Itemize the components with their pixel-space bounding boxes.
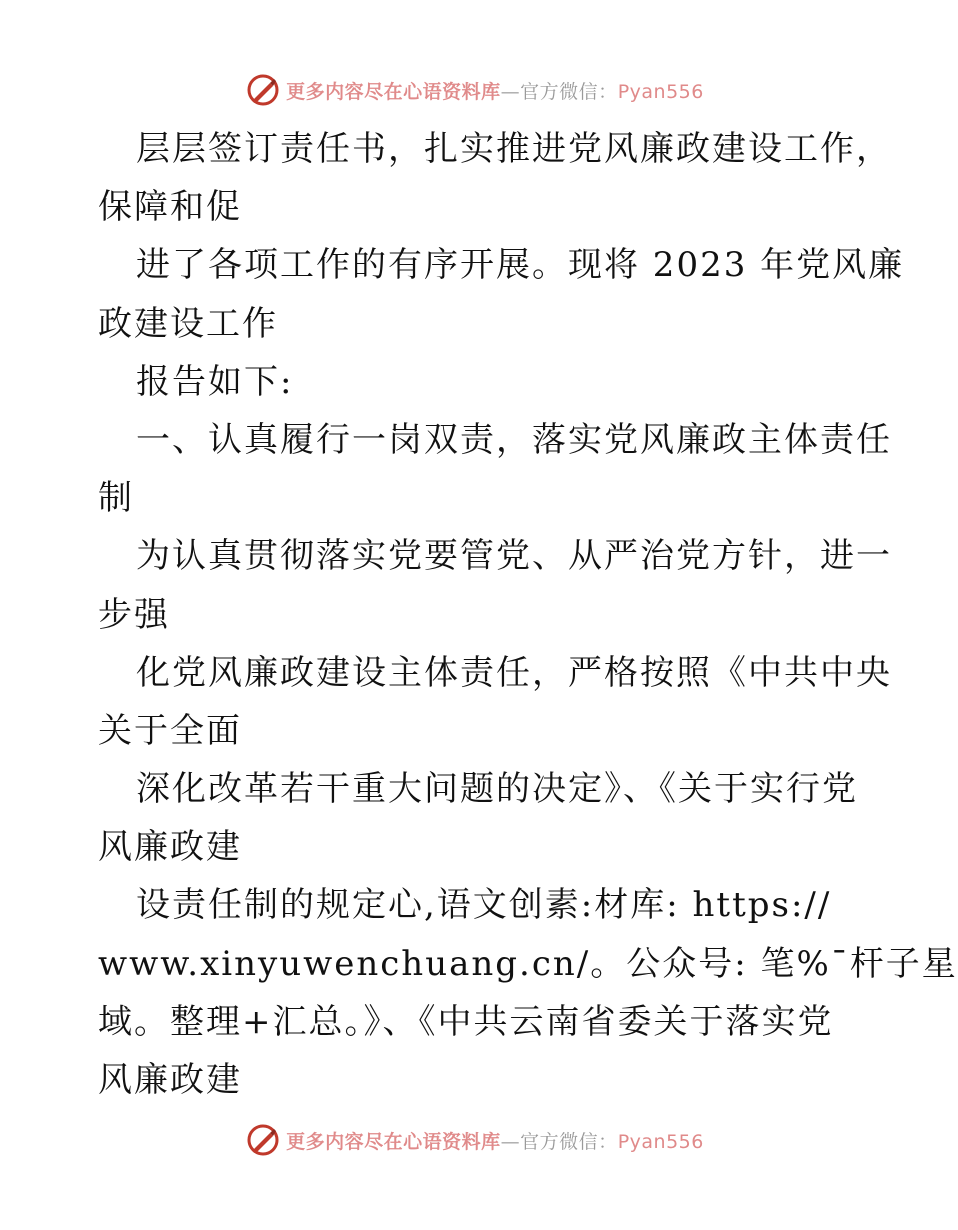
pen-logo-icon	[246, 73, 280, 107]
body-line: www.xinyuwenchuang.cn/。公众号: 笔%¯杆子星	[98, 943, 958, 984]
body-line: 风廉政建	[98, 1060, 242, 1100]
body-line: 风廉政建	[98, 827, 242, 868]
body-line: 为认真贯彻落实党要管党、从严治党方针，进一	[136, 536, 892, 577]
body-line: 步强	[98, 594, 170, 635]
body-line: 层层签订责任书，扎实推进党风廉政建设工作，	[136, 129, 892, 169]
footer-brand-text: 更多内容尽在心语资料库	[286, 1130, 501, 1153]
header-wechat-id: Pyan556	[617, 80, 704, 103]
header-banner	[0, 70, 950, 110]
body-line: 进了各项工作的有序开展。现将 2023 年党风廉	[136, 245, 905, 286]
body-line: 政建设工作	[98, 303, 278, 344]
body-line: 域。整理+汇总。》、《中共云南省委关于落实党	[98, 1001, 834, 1042]
pen-logo-icon	[246, 1123, 280, 1157]
body-line: 深化改革若干重大问题的决定》、《关于实行党	[136, 769, 858, 810]
body-line: 报告如下:	[136, 361, 294, 402]
body-line: 关于全面	[98, 710, 242, 751]
body-line: 保障和促	[98, 187, 242, 228]
body-line: 化党风廉政建设主体责任，严格按照《中共中央	[136, 652, 892, 693]
footer-banner	[0, 1120, 950, 1160]
footer-wechat-id: Pyan556	[617, 1130, 704, 1153]
body-line: 制	[98, 478, 134, 519]
body-line: 设责任制的规定心,语文创素:材库: https://	[136, 885, 832, 926]
header-wechat-label: 官方微信：	[520, 80, 618, 103]
header-banner-text	[286, 77, 704, 104]
footer-separator: —	[500, 1130, 521, 1153]
body-line: 一、认真履行一岗双责，落实党风廉政主体责任	[136, 419, 892, 460]
body-text	[98, 120, 958, 1109]
header-separator: —	[500, 80, 521, 103]
footer-wechat-label: 官方微信：	[520, 1130, 618, 1153]
header-brand-text: 更多内容尽在心语资料库	[286, 80, 501, 103]
footer-banner-text	[286, 1127, 704, 1154]
